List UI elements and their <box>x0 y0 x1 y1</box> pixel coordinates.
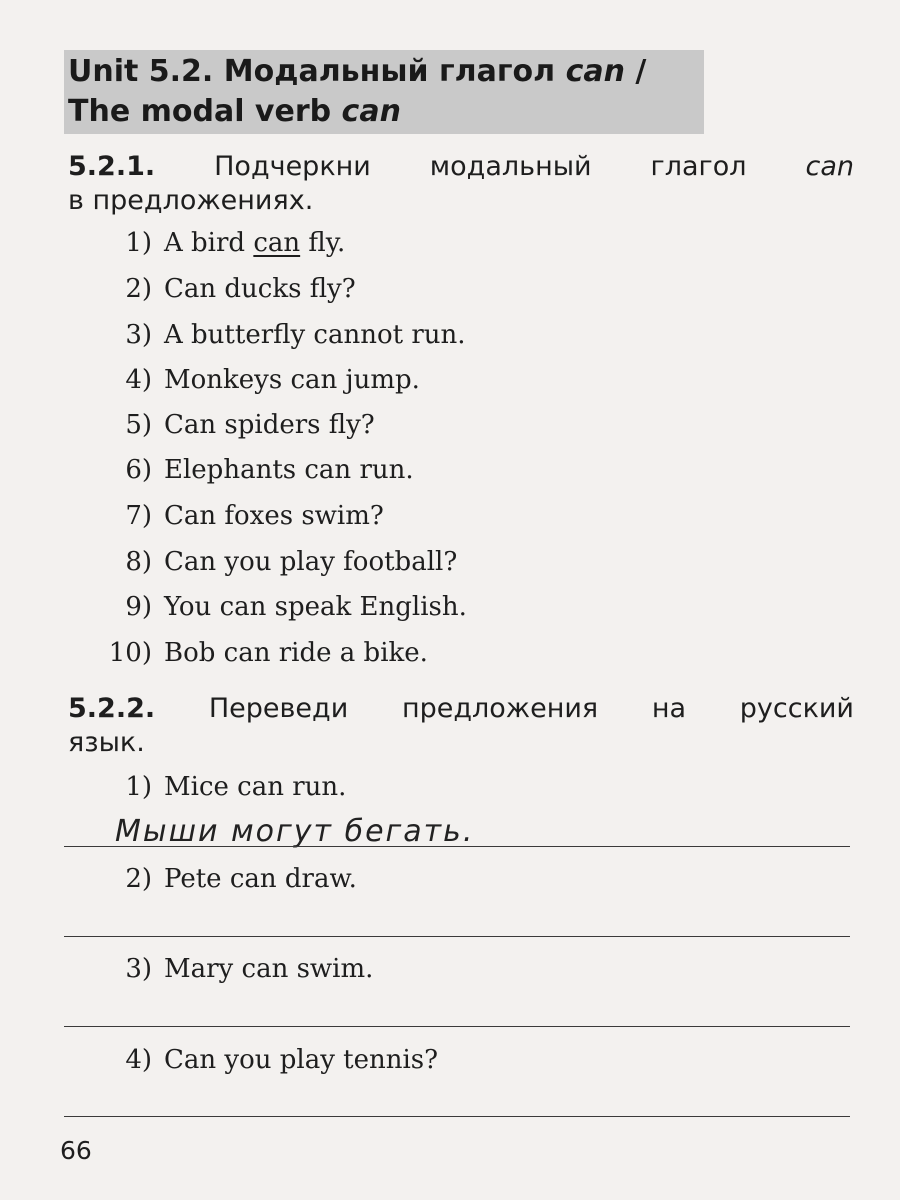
sentence-text: Mice can run. <box>164 772 347 802</box>
sentence-number: 6) <box>125 455 152 485</box>
exercise-1-instruction-text: Подчеркни модальный глагол <box>214 151 806 182</box>
sentence-number: 1) <box>125 228 152 258</box>
unit-title-line1-verb: can <box>565 54 625 89</box>
exercise-2-sentence-1 <box>100 770 346 804</box>
sentence-text: Pete can draw. <box>164 864 357 894</box>
sentence-number: 4) <box>125 1045 152 1075</box>
sentence-text: Monkeys can jump. <box>164 365 420 395</box>
sentence-number: 2) <box>125 864 152 894</box>
exercise-1-sentence-8 <box>100 545 457 579</box>
exercise-1-sentence-5 <box>100 408 375 442</box>
sentence-number: 4) <box>125 365 152 395</box>
sentence-text: Elephants can run. <box>164 455 414 485</box>
sentence-number: 1) <box>125 772 152 802</box>
sentence-text: Bob can ride a bike. <box>164 638 428 668</box>
exercise-1-sentence-6 <box>100 453 414 487</box>
exercise-1-instruction <box>68 150 854 184</box>
sentence-text: Can spiders fly? <box>164 410 375 440</box>
exercise-2-instruction-text: Переведи предложения на русский <box>208 693 854 724</box>
underlined-modal-verb: can <box>253 228 301 258</box>
exercise-2-instruction <box>68 692 854 726</box>
exercise-1-number: 5.2.1. <box>68 151 156 182</box>
exercise-1-sentence-9 <box>100 590 467 624</box>
exercise-2-sentence-2 <box>100 862 357 896</box>
unit-title-line1-suffix: / <box>624 54 647 89</box>
answer-line-1[interactable] <box>64 846 850 847</box>
exercise-2-sentence-3 <box>100 952 373 986</box>
answer-line-2[interactable] <box>64 936 850 937</box>
unit-title-line2-prefix: The modal verb <box>68 94 342 129</box>
exercise-1-instruction-end: в предложениях. <box>68 185 314 216</box>
sentence-number: 8) <box>125 547 152 577</box>
sentence-number: 5) <box>125 410 152 440</box>
answer-line-3[interactable] <box>64 1026 850 1027</box>
sentence-text: A bird <box>164 228 254 258</box>
exercise-1-sentence-1 <box>100 226 345 260</box>
sentence-text: Can you play tennis? <box>164 1045 439 1075</box>
exercise-1-sentence-2 <box>100 272 356 306</box>
exercise-1-instruction-verb: can <box>805 151 854 182</box>
exercise-1-sentence-4 <box>100 363 420 397</box>
handwritten-answer: Мыши могут бегать. <box>115 814 475 849</box>
sentence-text: fly. <box>300 228 346 258</box>
sentence-number: 10) <box>108 638 152 668</box>
sentence-number: 2) <box>125 274 152 304</box>
answer-line-4[interactable] <box>64 1116 850 1117</box>
unit-title-line1-prefix: Unit 5.2. Модальный глагол <box>68 54 566 89</box>
sentence-text: Mary can swim. <box>164 954 374 984</box>
sentence-text: Can you play football? <box>164 547 458 577</box>
unit-title-line2-verb: can <box>341 94 401 129</box>
sentence-number: 3) <box>125 954 152 984</box>
sentence-number: 9) <box>125 592 152 622</box>
exercise-1-sentence-7 <box>100 499 384 533</box>
exercise-1-sentence-3 <box>100 318 466 352</box>
sentence-text: A butterfly cannot run. <box>164 320 466 350</box>
exercise-2-instruction-end: язык. <box>68 727 145 758</box>
page-number: 66 <box>60 1136 92 1165</box>
exercise-2-sentence-4 <box>100 1043 438 1077</box>
exercise-2-number: 5.2.2. <box>68 693 156 724</box>
sentence-number: 3) <box>125 320 152 350</box>
sentence-text: Can ducks fly? <box>164 274 356 304</box>
sentence-text: Can foxes swim? <box>164 501 384 531</box>
exercise-1-sentence-10 <box>100 636 428 670</box>
sentence-number: 7) <box>125 501 152 531</box>
unit-title <box>68 52 646 132</box>
sentence-text: You can speak English. <box>164 592 467 622</box>
